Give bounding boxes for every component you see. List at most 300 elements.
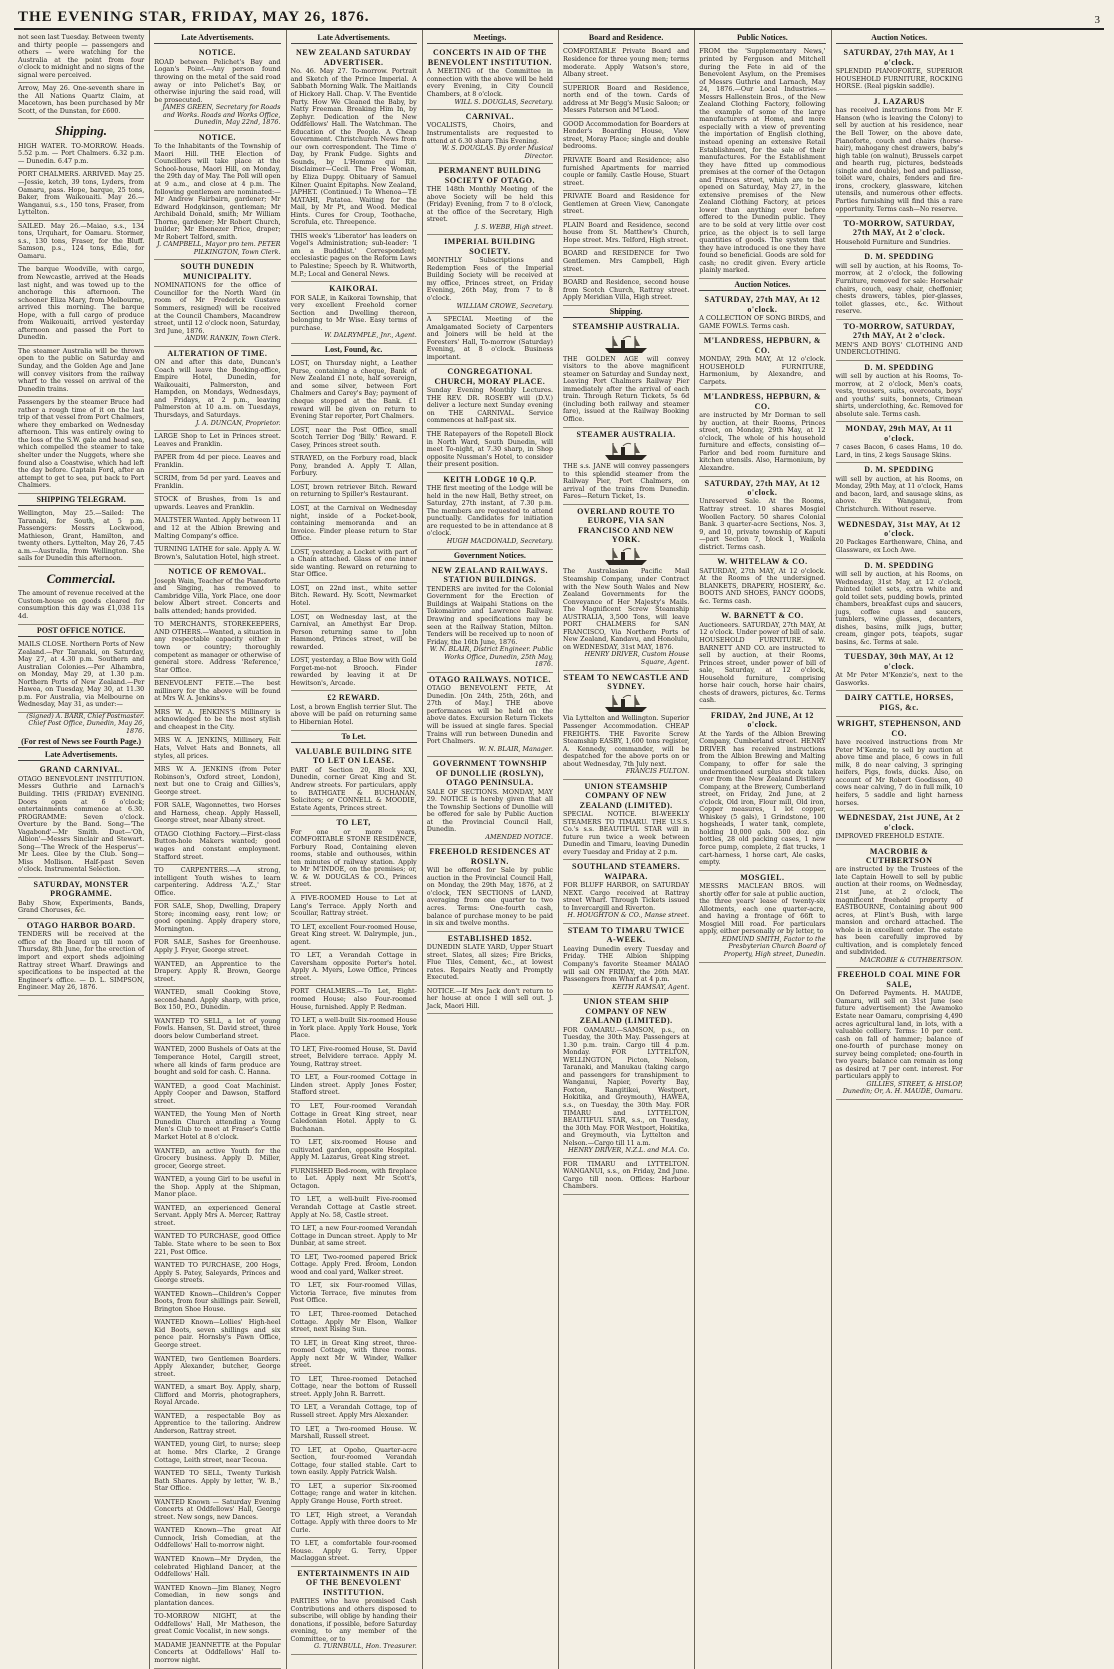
advertisement-text: TO-MORROW NIGHT, at the Oddfellows' Hall, Mr Matheson, the great Comic Vocalist, in new songs.	[154, 1612, 281, 1636]
advertisement-text: Unreserved Sale. At the Rooms, Rattray street. 10 shares Mosgiel Woollen Factory. 50 shares Colonial Bank. 3 quarter-acre Sections, Nos. 3, 9, and 10, private township of Kaputi—part Section 7, block 1, Waikola district. Terms cash.	[699, 497, 826, 551]
news-paragraph	[18, 508, 144, 567]
advertisement-text: FOR TIMARU and LYTTELTON. WANGANUI, s.s., on Friday, 2nd June. Cargo till noon. Offices: Harbour Chambers.	[563, 1159, 690, 1191]
advertisement	[154, 1439, 280, 1468]
advertisement-signature: W. DALRYMPLE, Jnr., Agent.	[324, 331, 417, 340]
advertisement-signature: J. CAMPBELL, Mayor pro tem. PETER PILKINGTON, Town Clerk.	[157, 240, 281, 256]
advertisement-text: STOCK of Brushes, from 1s and upwards. Leaves and Franklin.	[154, 495, 281, 511]
advertisement	[291, 1481, 417, 1510]
advertisement	[154, 347, 280, 431]
advertisement-text: WANTED TO PURCHASE, 200 Hogs, Apply S. Patey, Saleyards, Princes and George streets.	[154, 1261, 281, 1285]
advertisement	[291, 1101, 417, 1137]
advertisement-text: BOARD and Residence, second house from Scotch Church, Rattray street. Apply Meridian Villa, High street.	[563, 278, 690, 302]
advertisement	[563, 119, 689, 155]
advertisement-heading: D. M. SPEDDING	[864, 465, 934, 475]
advertisement-heading: NEW ZEALAND RAILWAYS. STATION BUILDINGS.	[431, 565, 548, 585]
advertisement	[427, 164, 553, 235]
advertisement	[291, 282, 417, 344]
advertisement-text: WANTED Known—Mr Dryden, the celebrated Highland Dancer, at the Oddfellows' Hall.	[154, 1555, 281, 1579]
advertisement-text: No. 46. May 27. To-morrow. Portrait and Sketch of the Prince Imperial. A Sabbath Morning Walk. The Maitlands of Hickory Hall. Chap. V. The Eventide Party. How We Cleaned the Baby, by Natty Freeman. Breaking Him In, by Zephyr. Dedication of the New Oddfellows' Hall. The Watchman. The Education of the People. A Cheap Government. Christchurch News from our own correspondent. The Time o' Day, by Frank Fudge. Sights and Sounds, by L'Homme qui Rit. Disclaimer—Cecil. The Free Woman, by Eliza Duppy. Obituary of Samuel Kilner. Quaint Epitaphs. New Zealand, JAPHET. (Continued.) Te Whenoa—TE MATAHI, Patatea. Waiting for the Mail, by Mr Pt, and Wood. Medical Hints. Cures for Croup, Toothache, Scrofula, etc. Threepence.	[290, 67, 417, 227]
advertisement	[563, 428, 689, 505]
advertisement	[154, 473, 280, 494]
advertisement-text: To the Inhabitants of the Township of Maori Hill. THE Election of Councillors will take place at the School-house, Maori Hill, on Monday, the 29th day of May. The Poll will open at 9 a.m., and close at 4 p.m. The following gentlemen are nominated:— Mr Andrew Fairbairn, gardener; Mr Edward Hodgkinson, gentleman; Mr Archibald Donald, smith; Mr William Thorne, gardener; Mr Robert Church, builder; Mr Ebenezer Price, draper; Mr Robert Telford, smith.	[154, 142, 281, 241]
advertisement	[154, 800, 280, 829]
column-heading: Auction Notices.	[836, 33, 963, 44]
advertisement	[291, 1538, 417, 1567]
advertisement-text: IMPROVED FREEHOLD ESTATE.	[835, 831, 945, 840]
advertisement-signature: J. S. WEBB, High street.	[475, 222, 553, 231]
section-heading: Commercial.	[46, 571, 116, 587]
advertisement	[291, 893, 417, 922]
news-paragraph	[18, 169, 144, 220]
advertisement-text: WANTED Known — Saturday Evening Concerts at Oddfellows' Hall, George street. New songs, new Dances.	[154, 1497, 281, 1521]
advertisement-heading: KAIKORAI.	[329, 284, 378, 294]
column-heading: Late Advertisements.	[291, 33, 417, 44]
advertisement	[563, 320, 689, 427]
advertisement	[154, 1016, 280, 1045]
advertisement	[154, 707, 280, 736]
paragraph-text: The steamer Australia will be thrown open to the public on Saturday and Sunday, and the Golden Age and Jane will convey visitors from the railway wharf to the vessel on arrival of the Dunedin trains.	[18, 346, 145, 393]
advertisement	[291, 1137, 417, 1166]
advertisement	[291, 503, 417, 547]
advertisement-heading: UNION STEAMSHIP COMPANY OF NEW ZEALAND (LIMITED).	[579, 781, 673, 810]
advertisement-text: PLAIN Board and Residence, second house from St. Matthew's Church, Hope street. Mrs. Telford, High street.	[563, 220, 690, 244]
advertisement-text: TENDERS will be received at the office of the Board up till noon of Thursday, 8th June, for the erection of import and export sheds adjoining Rattray street Wharf. Drawings and specifications to be inspected at the Engineer's office. — D. L. SIMPSON, Engineer. May 26, 1876.	[18, 930, 145, 992]
advertisement-heading: FRIDAY, 2nd JUNE, At 12 o'clock.	[710, 710, 814, 730]
advertisement-signature: WILLIAM CROWE, Secretary.	[456, 301, 553, 310]
advertisement-heading: STEAMER AUSTRALIA.	[576, 429, 676, 439]
advertisement	[563, 220, 689, 249]
advertisement-text: FROM the 'Supplementary News,' printed by Ferguson and Mitchell during the Fete in aid of the Benevolent Asylum, on the Premises of Messrs Guthrie and Larnach, May 24, 1876.—Our Local Industries.—Messrs Hallenstein Bros., of the New Zealand Clothing Factory, following the example of some of the large manufacturers at Home, and more especially with a view of preventing the importation of English clothing, instead opening an extensive Retail Establishment, for the sale of their manufactures. For the Establishment they have fitted up commodious premises at the corner of the Octagon and Princes street, which are to be opened on Saturday, May 27, in the extensive premises of the New Zealand Clothing Factory, at prices lower than anything ever before offered to the Dunedin public. They are to be sold at very little over cost price, as the object is to sell large quantities of goods. The system that they have introduced is one they have found so beneficial. Goods are sold for cash; no credit given. Every article plainly marked.	[699, 47, 826, 275]
news-paragraph	[18, 397, 144, 494]
advertisement-text: LOST, on 22nd inst., white setter Bitch. Reward. Hy. Scott, Newmarket Hotel.	[290, 583, 417, 607]
advertisement-text: Baby Show, Experiments, Bands, Grand Choruses, &c.	[18, 898, 145, 915]
advertisement	[563, 505, 689, 671]
advertisement-text: A FIVE-ROOMED House to Let at Lang's Terrace. Apply North and Scoullar, Rattray street.	[290, 893, 417, 918]
advertisement-text: OTAGO BENEVOLENT INSTITUTION. Messrs Guthrie and Larnach's Building. THIS (FRIDAY) EVENING. Doors open at 6 o'clock; entertainments commence at 6.30. PROGRAMME: Seven o'clock. Overture by the Band. Song—'The Vagabond'—Mr Smith. Duet—'Oh, Albion'—Messrs Sinclair and Stewart. Song—'The Wreck of the Hesperus'—Mr Lees. Glee by the Club. Song—Miss Mollison. Half-past Seven o'clock. Instrumental Selection.	[18, 774, 145, 874]
advertisement-text: For one or more years, COMFORTABLE STONE RESIDENCE, Forbury Road, Containing eleven rooms, stable and outhouses, within ten minutes of railway station. Apply to Mr M'INDOE, on the premises; or, W. & W. DOUGLAS & CO., Princes street.	[290, 827, 417, 889]
advertisement-text: TO LET, a well-built Five-roomed Verandah Cottage at Castle street. Apply at No. 58, Castle street.	[290, 1195, 417, 1219]
advertisement-signature: HENRY DRIVER, N.Z.L. and M.A. Co.	[568, 1146, 690, 1155]
advertisement	[291, 986, 417, 1015]
advertisement-text: TO LET, a Verandah Cottage in Caversham opposite Porter's hotel. Apply A. Myers, Lowe Office, Princes street.	[290, 951, 417, 982]
advertisement	[291, 1309, 417, 1338]
advertisement	[291, 1445, 417, 1481]
advertisement-text: Leaving Dunedin every Tuesday and Friday. THE Albion Shipping Company's favorite Steamer MAIAO will sail ON FRIDAY, the 26th MAY. Passengers from Wharf at 4 p.m.	[563, 944, 690, 984]
column-5	[559, 30, 695, 1669]
column-1	[14, 30, 150, 1669]
advertisement-text: LOST, at the Carnival on Wednesday night, inside of a Pocket-book, containing memoranda and an Invoice. Finder please return to Star Office.	[290, 503, 417, 543]
advertisement-heading: D. M. SPEDDING	[864, 560, 934, 570]
news-paragraph	[18, 141, 144, 170]
advertisement	[18, 919, 144, 996]
advertisement-signature: KEITH RAMSAY, Agent.	[612, 982, 690, 991]
advertisement	[836, 691, 963, 717]
advertisement-text: TO LET, a comfortable four-roomed House. Apply G. Terry, Upper Maclaggan street.	[290, 1539, 417, 1563]
advertisement	[154, 494, 280, 515]
advertisement-heading: OTAGO HARBOR BOARD.	[26, 920, 136, 930]
advertisement-text: Via Lyttelton and Wellington. Superior Passenger Accommodation. CHEAP FREIGHTS. THE Favorite Screw Steamship EASBY, 1,600 tons register, A. Kennedy, commander, will be despatched for the above ports on or about Wednesday, 7th July next.	[563, 714, 690, 768]
subsection-heading: SHIPPING TELEGRAM.	[18, 495, 144, 506]
news-paragraph	[18, 221, 144, 265]
advertisement	[154, 764, 280, 800]
advertisement	[291, 1044, 417, 1073]
subsection-heading: Government Notices.	[427, 551, 553, 562]
advertisement-text: BENEVOLENT FETE.—The best millinery for the above will be found at Mrs W. A. Jenkins's.	[154, 679, 281, 703]
column-6	[695, 30, 831, 1669]
advertisement-heading: ESTABLISHED 1852.	[447, 933, 533, 943]
advertisement-text: WANTED, a good Coat Machinist. Apply Cooper and Dawson, Stafford street.	[154, 1081, 281, 1105]
advertisement	[154, 1146, 280, 1175]
advertisement-heading: OVERLAND ROUTE TO EUROPE, VIA SAN FRANCISCO AND NEW YORK.	[577, 506, 676, 545]
advertisement-heading: STEAM TO TIMARU TWICE A-WEEK.	[567, 926, 685, 945]
advertisement-text: TO MERCHANTS, STOREKEEPERS, AND OTHERS.—Wanted, a situation in any respectable capacity either in town or country; thoroughly competent as manager or otherwise of general store. Address 'Reference,' Star Office.	[154, 620, 281, 674]
paragraph-text: PORT CHALMERS. ARRIVED. May 25.—Jessie, ketch, 39 tons, Lyders, from Oamaru, pass. Hope, barque, 25 tons, Baker, from Waikouaiti. May 26.—Wanganui, s.s., 150 tons, Fraser, from Lyttelton.	[18, 170, 145, 217]
advertisement-signature: EDMUND SMITH, Factor to the Presbyterian Church Board of Property, High street, Dunedin.	[721, 934, 826, 958]
advertisement-text: MESSRS MACLEAN BROS. will shortly offer for sale at public auction, the three years' lease of twenty-six Allotments, each one quarter-acre, and having a frontage of 66ft to Mosgiel Mill road. For particulars apply, either personally or by letter, to	[699, 882, 826, 936]
advertisement-heading: SOUTH DUNEDIN MUNICIPALITY.	[180, 262, 255, 281]
advertisement-text: BOARD and RESIDENCE for Two Gentlemen. Mrs Campbell, High street.	[563, 249, 690, 273]
advertisement	[563, 83, 689, 119]
advertisement-text: THE Ratepayers of the Ropetell Block in North Ward, South Dunedin, will meet To-night, at 7.30 sharp, in Shop opposite Nussman's Hotel, to consider their present position.	[426, 429, 553, 469]
subsection-heading: Shipping.	[563, 307, 689, 318]
advertisement-text: LOST, yesterday, a Blue Bow with Gold Forget-me-not Brooch. Finder rewarded by leaving it at Dr Hewitson's, Arcade.	[290, 656, 417, 687]
advertisement-text: TO LET, Five-roomed House, St. David street, Belvidere terrace. Apply M. Young, Rattray street.	[290, 1044, 417, 1068]
advertisement	[154, 431, 280, 452]
advertisement-text: MRS W. A. JENKINS'S Millinery is acknowledged to be the most stylish and cheapest in the City.	[154, 707, 281, 731]
advertisement-heading: CARNIVAL.	[465, 112, 515, 122]
advertisement	[154, 1583, 280, 1612]
advertisement-text: A COLLECTION OF SONG BIRDS, and GAME FOWLS. Terms cash.	[699, 314, 826, 330]
advertisement-text: MONDAY, 29th MAY, At 12 o'clock. HOUSEHOLD FURNITURE, Harmonium, by Alexandre, and Carpets.	[699, 355, 826, 386]
advertisement	[291, 453, 417, 482]
advertisement-text: MRS W. A. JENKINS, Millinery, Felt Hats, Velvet Hats and Bonnets, all styles, all prices.	[154, 736, 281, 760]
advertisement	[154, 1468, 280, 1497]
advertisement	[699, 555, 825, 609]
advertisement	[291, 1567, 417, 1655]
advertisement-heading: DAIRY CATTLE, HORSES, PIGS, &c.	[844, 693, 954, 712]
advertisement-signature: H. HOUGHTON & CO., Manse street.	[567, 911, 690, 920]
advertisement	[427, 932, 553, 986]
advertisement	[291, 547, 417, 583]
column-3	[287, 30, 423, 1669]
advertisement-text: FOR OAMARU.—SAMSON, p.s., on Tuesday, the 30th May. Passengers at 1.30 p.m. train. Cargo till 4 p.m. Monday. FOR LYTTELTON, WELLINGTON, Picton, Nelson, Taranaki, and Manukau (taking cargo and passengers for transhipment to Wanganui, Napier, Poverty Bay, Foxton, Rangitikei, Westport, Hokitika, and Greymouth), HAWEA, s.s., on Tuesday, the 30th May. FOR TIMARU and LYTTELTON, BEAUTIFUL STAR, s.s., on Tuesday, the 30th May. FOR Westport, Hokitika, and Greymouth, via Lyttelton and Nelson.—Cargo till 11 a.m.	[563, 1025, 690, 1147]
advertisement	[836, 361, 963, 423]
advertisement-text: ROAD between Pelichet's Bay and Logan's Point.—Any person found throwing on the metal of the said road away or into Pelichet's Bay, or otherwise injuring the said road, will be prosecuted.	[154, 57, 281, 104]
advertisement	[154, 1044, 280, 1080]
advertisement	[563, 155, 689, 191]
advertisement-text: SATURDAY, 27th MAY, At 12 o'clock. At the Rooms of the undersigned. BLANKETS, DRAPERY, HOSIERY, &c. BOOTS AND SHOES, FANCY GOODS, &c. Terms cash.	[699, 566, 826, 605]
advertisement-text: SALE OF SECTIONS. MONDAY, MAY 29. NOTICE is hereby given that all the Township Sections of Dunollie will be offered for sale by Public Auction at the Provincial Council Hall, Dunedin.	[426, 787, 553, 834]
advertisement	[154, 1260, 280, 1289]
advertisement	[154, 452, 280, 473]
advertisement	[291, 1072, 417, 1101]
advertisement-text: WANTED, an Apprentice to the Drapery. Apply R. Brown, George street.	[154, 959, 281, 983]
advertisement-heading: NOTICE.	[198, 132, 236, 142]
advertisement-text: TO LET, at Opoho, Quarter-acre Section, four-roomed Verandah Cottage, four stalled stable. Cart to town easily. Apply Patrick Walsh.	[290, 1445, 417, 1477]
paragraph-text: The barque Woodville, with cargo, from Newcastle, arrived at the Heads last night, and was towed up to the anchorage this afternoon. The schooner Eliza Mary, from Melbourne, arrived this morning. The barque Hope, with a full cargo of produce from Waikouaiti, arrived yesterday afternoon and passed the Port to Dunedin.	[18, 265, 145, 342]
advertisement	[699, 609, 825, 708]
advertisement-text: LOST, brown retriever Bitch. Reward on returning to Spiller's Restaurant.	[290, 482, 417, 499]
advertisement	[291, 583, 417, 612]
advertisement	[154, 1411, 280, 1440]
advertisement-text: TO LET, Three-roomed Detached Cottage. Apply Mr Elson, Walker street, next Rising Sun.	[290, 1310, 417, 1334]
advertisement	[291, 1338, 417, 1374]
advertisement-signature: J. A. DUNCAN, Proprietor.	[195, 418, 281, 427]
advertisement-text: will sell by auction, at his Rooms, on Monday, 29th May, at 11 o'clock, Hams and bacon, lard, and sausage skins, as above. Ex Wanganui, from Christchurch. Without reserve.	[835, 474, 963, 514]
advertisement-text: PRIVATE Board and Residence; also furnished Apartments for married couple or family. Castle House, Stuart street.	[563, 156, 690, 187]
advertisement	[563, 860, 689, 924]
advertisement-text: TENDERS are invited for the Colonial Government for the Erection of Buildings at Waipahi Stations on the Tokomairiro and Lawrence Railway. Drawing and specifications may be seen at the Railway Station, Milton. Tenders will be received up to noon of Friday, the 16th June, 1876.	[426, 584, 553, 646]
advertisement	[291, 1194, 417, 1223]
advertisement	[291, 922, 417, 951]
advertisement-heading: SATURDAY, 27th MAY, At 12 o'clock.	[704, 295, 821, 314]
advertisement	[836, 250, 963, 319]
advertisement	[563, 46, 689, 82]
advertisement	[427, 429, 553, 473]
news-paragraph	[18, 639, 144, 713]
column-heading: Meetings.	[427, 33, 553, 44]
advertisement	[154, 1497, 280, 1526]
column-7	[832, 30, 968, 1669]
masthead	[14, 6, 1104, 30]
advertisement-text: COMFORTABLE Private Board and Residence for three young men; terms moderate. Apply Watson's store, Albany street.	[563, 47, 690, 79]
subsection-heading: To Let.	[291, 732, 417, 743]
advertisement	[154, 1203, 280, 1232]
advertisement-heading: VALUABLE BUILDING SITE TO LET ON LEASE.	[295, 746, 413, 766]
advertisement-text: DUNEDIN SLATE YARD, Upper Stuart street. Slates, all sizes; Fire Bricks, Flue Tiles, Cement, &c., at lowest rates. Repairs Neatly and Promptly Executed.	[426, 943, 553, 982]
advertisement-heading: J. LAZARUS	[873, 96, 925, 106]
advertisement-text: TO CARPENTERS.—A strong, intelligent Youth wishes to learn carpentering. Address 'A.Z.,' Star Office.	[154, 866, 281, 897]
advertisement	[154, 1525, 280, 1554]
advertisement-signature: W. N. BLAIR, District Engineer. Public Works Office, Dunedin, 25th May, 1876.	[429, 645, 553, 669]
advertisement	[836, 463, 963, 517]
advertisement	[291, 482, 417, 503]
advertisement-text: FOR BLUFF HARBOR, on SATURDAY NEXT. Cargo received at Rattray street Wharf. Through Tickets issued to Invercargill and Riverton.	[563, 881, 690, 912]
advertisement	[154, 865, 280, 901]
advertisement-text: MRS W. A. JENKINS (from Peter Robinson's, Oxford street, London), next but one to Craig and Gillies's, George street.	[154, 765, 281, 796]
column-2	[150, 30, 286, 1669]
advertisement-text: The Australasian Pacific Mail Steamship Company, under Contract with the New South Wales and New Zealand Governments for the Conveyance of Her Majesty's Mails. The Magnificent Screw Steamship AUSTRALIA, 3,500 Tons, will leave PORT CHALMERS for SAN FRANCISCO, Via Northern Ports of New Zealand, Kandavu, and Honolulu, on WEDNESDAY, 31st MAY, 1876.	[563, 567, 690, 651]
signature: (Signed) A. BARR, Chief Postmaster. Chief Post Office, Dunedin, May 26, 1876.	[26, 711, 145, 735]
advertisement-text: THIS week's 'Liberator' has leaders on Vogel's Administration; sub-leader: 'I am a Buddhist.' Correspondent; ecclesiastic pages on the Reform Laws to Palestine; Speech by R. Whitworth, M.P.; Local and General News.	[290, 231, 417, 278]
advertisement	[563, 924, 689, 995]
masthead-title: THE EVENING STAR, FRIDAY, MAY 26, 1876.	[18, 9, 370, 25]
advertisement	[291, 1510, 417, 1539]
advertisement	[836, 320, 963, 361]
advertisement	[563, 248, 689, 277]
steamship-icon	[603, 441, 649, 461]
news-paragraph	[18, 588, 144, 624]
advertisement-heading: WEDNESDAY, 31st MAY, At 12 o'clock.	[837, 519, 961, 538]
advertisement-text: On Deferred Payments. H. MAUDE, Oamaru, will sell on 31st June (see future advertisement) the Awamoko Estate near Oamaru, comprising 4,490 acres agricultural land, in lots, with a valuable colliery. Terms: 10 per cent. cash on fall of hammer; balance of one-fourth of purchase money on survey being completed; one-fourth in two years; balance can remain as long as desired at 7 per cent. interest. For particulars apply to	[835, 989, 963, 1081]
advertisement-signature: HENRY DRIVER, Custom House Square, Agent.	[584, 650, 690, 667]
advertisement-signature: G. TURNBULL, Hon. Treasurer.	[314, 1642, 417, 1651]
advertisement	[836, 811, 963, 844]
advertisement	[699, 293, 825, 334]
advertisement-text: WANTED TO PURCHASE, good Office Table. State where to be seen to Box 221, Post Office.	[154, 1232, 281, 1256]
advertisement	[699, 871, 825, 963]
advertisement	[154, 901, 280, 937]
advertisement-text: THE s.s. JANE will convey passengers to this splendid steamer from the Railway Pier, Port Chalmers, on arrival of the trains from Dunedin. Fares—Return Ticket, 1s.	[563, 461, 690, 501]
advertisement-text: 7 cases Bacon, 6 cases Hams, 10 do. Lard, in tins, 2 kegs Sausage Skins.	[835, 443, 963, 459]
advertisement-heading: FREEHOLD RESIDENCES AT ROSLYN.	[429, 847, 551, 866]
advertisement	[291, 46, 417, 230]
advertisement-signature: GILLIES, STREET, & HISLOP, Dunedin; Or, A. H. MAUDE, Oamaru.	[842, 1079, 963, 1096]
advertisement-text: PAPER from 4d per piece. Leaves and Franklin.	[154, 453, 281, 469]
advertisement-text: OTAGO BENEVOLENT FETE, At Dunedin. [On 24th, 25th, 26th, and 27th of May.] THE above performances will be held on the above dates. Excursion Return Tickets will be issued at single fares. Special Trains will run between Dunedin and Port Chalmers.	[426, 684, 553, 746]
advertisement-text: STRAYED, on the Forbury road, black Pony, branded A. Apply T. Allan, Forbury.	[290, 454, 417, 478]
advertisement-text: TO LET, six-roomed House and cultivated garden, opposite Hospital. Apply M. Lazarus, Great King street.	[290, 1138, 417, 1162]
advertisement-heading: KEITH LODGE 10 Q.P.	[443, 474, 537, 484]
advertisement	[154, 937, 280, 958]
advertisement-heading: D. M. SPEDDING	[864, 252, 934, 262]
advertisement	[18, 878, 144, 919]
advertisement-text: WANTED, 2000 Bushels of Oats at the Temperance Hotel, Cargill street, where all kinds of farm produce are bought and sold for cash. C. Hanna.	[154, 1045, 281, 1077]
advertisement-text: WANTED, two Gentlemen Boarders. Apply Alexander, butcher, George street.	[154, 1354, 281, 1378]
advertisement-text: VOCALISTS, Choirs, and Instrumentalists are requested to attend at 6.30 sharp This Evening.	[426, 121, 553, 145]
advertisement	[427, 757, 553, 845]
advertisement-text: LOST, near the Post Office, small Scotch Terrier Dog 'Billy.' Reward. F. Casey, Princes street south.	[290, 425, 417, 449]
advertisement	[154, 1174, 280, 1203]
advertisement-text: TO LET, a Two-roomed House. W. Marshall, Russell street.	[290, 1424, 417, 1441]
advertisement	[154, 544, 280, 565]
advertisement	[154, 735, 280, 764]
advertisement	[291, 816, 417, 893]
advertisement	[154, 46, 280, 130]
advertisement-text: MADAME JEANNETTE at the Popular Concerts at Oddfellows' Hall to-morrow night.	[154, 1640, 281, 1665]
advertisement-heading: CONCERTS IN AID OF THE BENEVOLENT INSTITUTION.	[427, 48, 552, 67]
news-paragraph	[18, 264, 144, 345]
advertisement-text: SPLENDID PIANOFORTE, SUPERIOR HOUSEHOLD FURNITURE, ROCKING HORSE. (Real pigskin saddle).	[835, 67, 963, 91]
advertisement	[699, 46, 825, 278]
advertisement	[18, 763, 144, 878]
advertisement	[291, 425, 417, 454]
advertisement-text: will sell by auction at his Rooms, To-morrow, at 2 o'clock, Men's coats, vests, trousers, suits, overcoats, boys' and youths' suits, bonnets, Crimean shirts, underclothing, &c. Removed for absolute sale. Terms cash.	[835, 372, 963, 418]
advertisement-text: TO LET, High street, a Verandah Cottage. Apply with three doors to Mr Curle.	[290, 1510, 417, 1534]
advertisement-heading: NOTICE OF REMOVAL.	[168, 567, 267, 577]
advertisement-signature: MACROBIE & CUTHBERTSON.	[859, 955, 963, 964]
advertisement-text: MEN'S AND BOYS' CLOTHING AND UNDERCLOTHING.	[835, 340, 963, 357]
paragraph-text: SAILED. May 26.—Maiao, s.s., 134 tons, Urquhart, for Oamaru. Stormer, s.s., 130 tons, Fraser, for the Bluff. Samson, p.s., 124 tons, Edie, for Oamaru.	[18, 221, 145, 260]
advertisement-text: TO LET, a Verandah Cottage, top of Russell street. Apply Mrs Alexander.	[290, 1403, 417, 1420]
advertisement-text: are instructed by Mr Dorman to sell by auction, at their Rooms, Princes street, on Monday, 29th May, at 12 o'clock, The whole of his household furniture and effects, consisting of— Parlor and bed room furniture and kitchen utensils. Also, Harmonium, by Alexandre.	[699, 411, 826, 473]
advertisement-signature: WILL S. DOUGLAS, Secretary.	[454, 97, 553, 106]
advertisement-text: FOR SALE, Wagonnettes, two Horses and Harness, cheap. Apply Hassell, George street, near Albany street.	[154, 801, 281, 825]
advertisement-heading: NOTICE.	[198, 48, 236, 58]
subsection-heading: (For rest of News see Fourth Page.)	[18, 737, 144, 748]
advertisement	[291, 1015, 417, 1044]
advertisement-text: have received instructions from Mr Peter M'Kenzie, to sell by auction at above time and place, 6 cows in full milk, 8 do near calving, 3 springing heifers, Pigs, fowls, ducks. Also, on account of Mr Robert Goodisson, 40 cows near calving, 7 do in full milk, 10 heifers, 5 saddle and light harness horses.	[835, 738, 963, 807]
advertisement-text: Household Furniture and Sundries.	[835, 237, 951, 246]
advertisement-text: Will be offered for Sale by public auction in the Provincial Council Hall, on Monday, the 29th May, 1876, at 2 o'clock, TEN SECTIONS of LAND, averaging from one quarter to two acres. Terms: One-fourth cash, balance of purchase money to be paid in six and twelve months.	[426, 866, 553, 928]
advertisement	[563, 277, 689, 306]
advertisement-signature: ANDW. RANKIN, Town Clerk.	[185, 334, 281, 343]
advertisement-heading: FREEHOLD COAL MINE FOR SALE,	[837, 970, 961, 989]
advertisement-text: At Mr Peter M'Kenzie's, next to the Gasworks.	[835, 671, 963, 687]
advertisement	[154, 515, 280, 544]
steamship-icon	[603, 334, 649, 354]
advertisement	[836, 559, 963, 651]
advertisement-text: TO LET, excellent Four-roomed House, Great King street. W. Dalrymple, jun., agent.	[290, 922, 417, 946]
advertisement	[291, 1424, 417, 1445]
advertisement	[836, 422, 963, 463]
advertisement-text: FOR SALE, Sashes for Greenhouse. Apply J. Fryer, George street.	[154, 938, 281, 955]
advertisement	[563, 995, 689, 1159]
advertisement-text: WANTED Known—Jim Blaney, Negro Comedian, in new songs and plantation dances.	[154, 1583, 281, 1607]
advertisement-heading: NEW ZEALAND SATURDAY ADVERTISER.	[296, 48, 412, 67]
steamship-icon	[603, 546, 649, 566]
advertisement	[291, 1166, 417, 1195]
advertisement-text: TURNING LATHE for sale. Apply A. W. Brown's, Salutation Hotel, high street.	[154, 545, 281, 561]
advertisement-text: WANTED, an experienced General Servant. Apply Mrs A. Mercer, Rattray street.	[154, 1203, 281, 1227]
advertisement-text: NOMINATIONS for the office of Councillor for the North Ward (in room of Mr Frederick Gustave Sommers, resigned) will be received at the Council Chambers, Macandrew street, until 12 o'clock noon, Saturday, 3rd June, 1876.	[154, 281, 281, 335]
advertisement-text: Lost, a brown English terrier Slut. The above will be paid on returning same to Hibernian Hotel.	[290, 702, 417, 726]
advertisement-heading: CONGREGATIONAL CHURCH, MORAY PLACE.	[434, 367, 546, 386]
advertisement	[154, 1640, 280, 1669]
advertisement	[563, 671, 689, 780]
advertisement-heading: SOUTHLAND STEAMERS. WAIPARA.	[572, 862, 681, 881]
advertisement-text: will sell by auction, at his Rooms, To-morrow, at 2 o'clock, the following Furniture, removed for sale: Horsehair chairs, couch, easy chair, cheffonier, chests drawers, tables, pier-glasses, toilet glasses, etc., &c. Without reserve.	[835, 261, 963, 316]
advertisement	[427, 673, 553, 757]
advertisement-text: PRIVATE Board and Residence for Gentlemen at Green View, Canongate street.	[563, 192, 690, 216]
news-paragraph	[18, 83, 144, 119]
advertisement-text: LARGE Shop to Let in Princes street. Leaves and Franklin.	[154, 432, 281, 448]
advertisement	[563, 1159, 689, 1195]
advertisement-text: At the Yards of the Albion Brewing Company, Cumberland street. HENRY DRIVER has received instructions from the Albion Brewing and Malting Company, to offer for sale the undermentioned surplus stock taken over from the New Zealand Distillery Company, at the Brewery, Cumberland street, on Friday, 2nd June, at 2 o'clock, Old iron, Flour mill, Old iron, Copper measures, 1 lot copper, Whiskey (5 gals), 1 Grindstone, 100 hogsheads, 1 water tank, complete, holding 10,000 gals. 500 doz. gin bottles, 28 old packing cases, 1 new force pump, complete, 2 flat trucks, 1 cart-harness, 1 horse cart, Ale casks, empty.	[699, 729, 826, 867]
page-number: 3	[1094, 14, 1100, 26]
advertisement-text: TO LET, six Four-roomed Villas, Victoria Terrace, five minutes from Post Office.	[290, 1281, 417, 1305]
advertisement	[291, 1280, 417, 1309]
paragraph-text: Passengers by the steamer Bruce had rather a rough time of it on the last trip of that vessel from Port Chalmers, where they embarked on Wednesday afternoon. This was entirely owing to the loss of the S.W. gale and head sea, which compelled the steamer to take shelter under the Nuggets, where she found also a Coastwise, which had left the day before. Captain Ford, after an attempt to get to sea, put back to Port Chalmers.	[18, 398, 145, 490]
advertisement-heading: W. WHITELAW & CO.	[717, 557, 808, 567]
advertisement	[154, 619, 280, 678]
advertisement	[154, 260, 280, 346]
advertisement-text: TO LET, Three-roomed Detached Cottage, near the bottom of Russell street. Apply John R. Barrett.	[290, 1374, 417, 1398]
advertisement-heading: TUESDAY, 30th MAY, At 12 o'clock.	[844, 652, 954, 671]
advertisement	[154, 131, 280, 261]
advertisement	[291, 1252, 417, 1281]
advertisement	[154, 829, 280, 865]
advertisement	[563, 780, 689, 861]
advertisement-text: WANTED TO SELL, a lot of young Fowls. Hansen, St. David street, three doors below Cumberland street.	[154, 1016, 281, 1040]
advertisement-signature: HUGH MACDONALD, Secretary.	[446, 536, 553, 545]
advertisement	[836, 717, 963, 811]
section-heading: Shipping.	[55, 123, 107, 139]
column-4	[423, 30, 559, 1669]
advertisement-heading: UNION STEAM SHIP COMPANY OF NEW ZEALAND (LIMITED).	[579, 997, 673, 1026]
advertisement	[836, 845, 963, 969]
paragraph-text: HIGH WATER. TO-MORROW. Heads. 5.52 p.m. — Port Chalmers. 6.32 p.m. — Dunedin. 6.47 p.m.	[18, 141, 145, 165]
advertisement	[154, 959, 280, 988]
advertisement-text: will sell by auction, at his Rooms, on Wednesday, 31st May, at 12 o'clock, Painted toilet sets, extra white and gold toilet sets, pudding bowls, printed chambers, breakfast cups and saucers, jugs, coffee cups and saucers, tumblers, wine glasses, decanters, dishes, basins, milk jugs, butter, cream, ginger pots, teapots, sugar basins, &c. Terms at sale.	[835, 569, 963, 646]
advertisement-text: NOTICE.—If Mrs Jack don't return to her house at once I will sell out. J. Jack, Maori Hill.	[426, 986, 553, 1010]
advertisement	[836, 217, 963, 250]
advertisement-text: are instructed by the Trustees of the late Captain Howell to sell by public auction at their rooms, on Wednesday, 21st June, at 2 o'clock, The magnificent freehold property of EASTBOURNE, Containing about 900 acres, at Flint's Bush, with large mansion and orchard attached. The whole is in excellent order. The estate has been carefully improved by cultivation, and is completely fenced and subdivided.	[835, 865, 963, 957]
advertisement-text: Auctioneers. SATURDAY, 27th MAY, At 12 o'clock. Under power of bill of sale. HOUSEHOLD FURNITURE. W. BARNETT AND CO. are instructed to sell by auction, at their Rooms, Princes street, under power of bill of sale, Saturday, at 12 o'clock, Household furniture, comprising horse hair couch, horse hair chairs, chests of drawers, pictures, &c. Terms cash.	[699, 620, 826, 705]
advertisement-text: ON and after this date, Duncan's Coach will leave the Booking-office, Empire Hotel, Dunedin, for Waikouaiti, Palmerston, and Hampden, on Mondays, Wednesdays, and Fridays, at 2 p.m., leaving Palmerston at 10 a.m. on Tuesdays, Thursdays, and Saturdays.	[154, 358, 281, 419]
subsection-heading: Late Advertisements.	[18, 750, 144, 761]
advertisement-signature: FRANCIS FULTON.	[625, 767, 690, 776]
advertisement	[427, 365, 553, 429]
advertisement	[699, 334, 825, 390]
advertisement	[427, 46, 553, 110]
paragraph-text: Wellington, May 25.—Sailed: The Taranaki, for South, at 5 p.m. Passengers: Messrs Lockwood, Mathieson, Grant, Hamilton, and twenty others. Lyttelton, May 26, 7.45 a.m.—Australia, from Wellington. She sails for Dunedin this afternoon.	[18, 509, 145, 563]
advertisement	[836, 650, 963, 691]
advertisement	[427, 473, 553, 550]
subsection-heading: Lost, Found, &c.	[291, 345, 417, 356]
advertisement	[836, 968, 963, 1100]
advertisement	[291, 358, 417, 424]
